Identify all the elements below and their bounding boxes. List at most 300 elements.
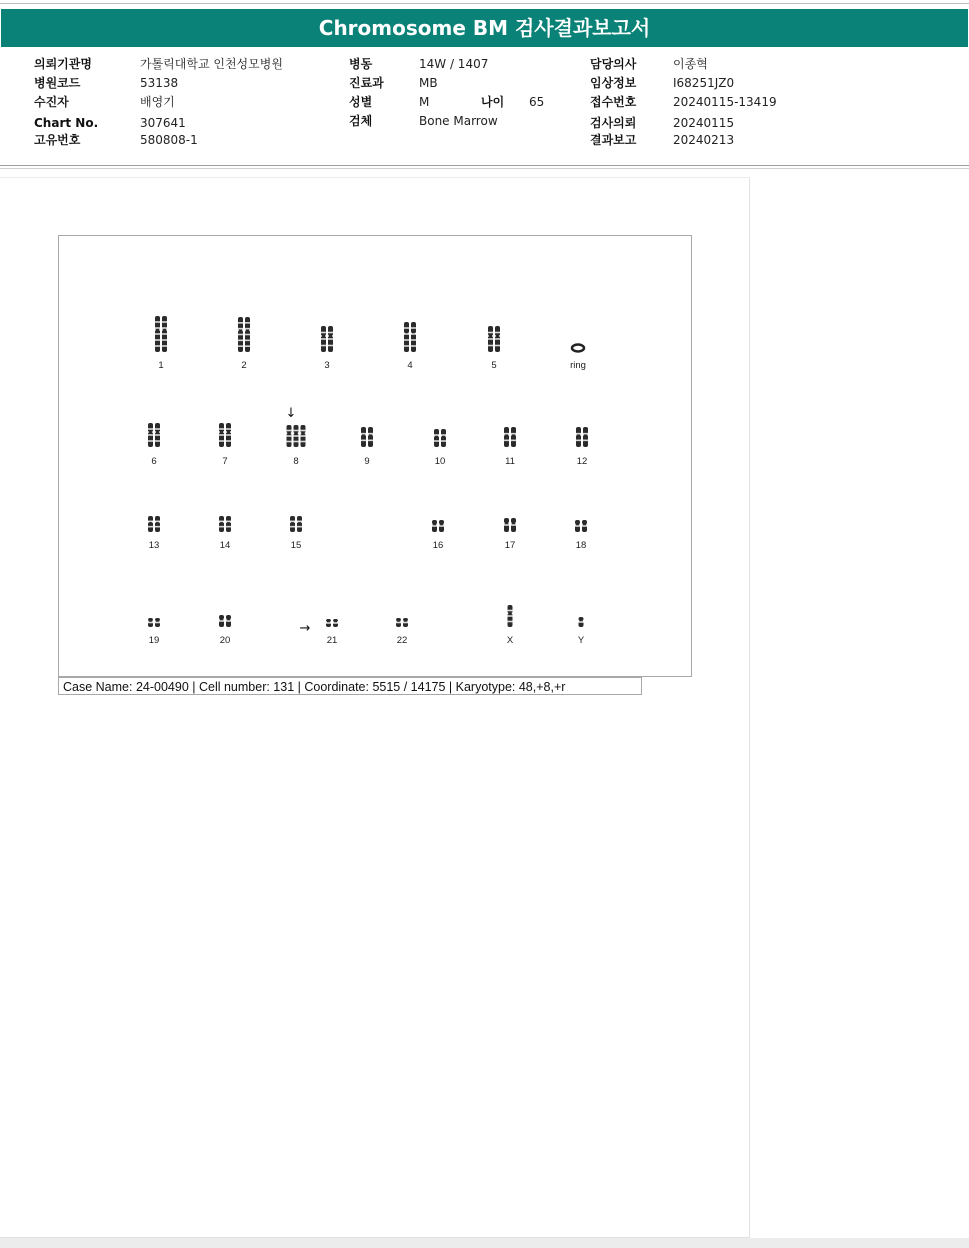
centromere xyxy=(230,431,231,433)
band xyxy=(432,525,437,527)
chromosome-label-1: 1 xyxy=(158,360,164,371)
centromere xyxy=(579,524,580,526)
chromosome-label-5: 5 xyxy=(491,360,497,371)
band xyxy=(504,433,509,435)
chromatid-4 xyxy=(411,322,416,352)
band xyxy=(219,620,224,622)
chromatid-13 xyxy=(155,516,160,532)
chromatid-10 xyxy=(441,429,446,447)
chromosome-22 xyxy=(396,618,409,627)
chromosome-20 xyxy=(219,615,232,627)
band xyxy=(508,610,513,612)
chromosome-label-15: 15 xyxy=(290,540,302,551)
centromere xyxy=(223,521,224,523)
chart-no-label: Chart No. xyxy=(34,116,99,130)
chromosome-18 xyxy=(575,520,588,532)
centromere xyxy=(325,335,326,337)
centromere xyxy=(152,521,153,523)
chromatid-12 xyxy=(576,427,581,447)
band xyxy=(488,332,493,334)
karyogram-image xyxy=(59,236,691,676)
centromere xyxy=(226,619,227,621)
band xyxy=(245,322,250,324)
chromosome-label-4: 4 xyxy=(407,360,413,371)
centromere xyxy=(515,522,516,524)
chromosome-label-2: 2 xyxy=(241,360,247,371)
centromere xyxy=(166,329,167,331)
band xyxy=(162,333,167,335)
band xyxy=(238,340,243,342)
band xyxy=(508,621,513,623)
chromosome-6 xyxy=(148,423,161,447)
centromere xyxy=(245,329,246,331)
centromere xyxy=(294,521,295,523)
bottom-scroll-strip xyxy=(0,1238,969,1248)
chromatid-14 xyxy=(226,516,231,532)
chromosome-14 xyxy=(219,516,232,532)
centromere xyxy=(159,431,160,433)
chart-no-value: 307641 xyxy=(140,116,186,130)
header-divider-secondary xyxy=(0,168,969,169)
report-title: Chromosome BM 검사결과보고서 xyxy=(318,16,651,40)
centromere xyxy=(504,434,505,436)
centromere xyxy=(511,434,512,436)
centromere xyxy=(332,335,333,337)
band xyxy=(575,525,580,527)
centromere xyxy=(411,332,412,334)
chromosome-X xyxy=(507,605,513,627)
institution-label: 의뢰기관명 xyxy=(34,57,92,71)
centromere xyxy=(403,620,404,622)
chromosome-2 xyxy=(238,317,251,352)
band xyxy=(238,345,243,347)
centromere xyxy=(578,620,579,622)
chromosome-label-14: 14 xyxy=(219,540,231,551)
band xyxy=(328,338,333,340)
band xyxy=(148,622,153,624)
chromosome-label-9: 9 xyxy=(364,456,370,467)
band xyxy=(404,327,409,329)
chromosome-9 xyxy=(361,427,374,447)
chromatid-15 xyxy=(290,516,295,532)
band xyxy=(328,332,333,334)
doctor-label: 담당의사 xyxy=(590,57,637,71)
hospital-code-value: 53138 xyxy=(140,76,179,90)
centromere xyxy=(408,332,409,334)
centromere xyxy=(504,522,505,524)
chromosome-3 xyxy=(321,326,334,352)
band xyxy=(301,435,306,437)
chromosome-17 xyxy=(504,518,517,532)
centromere xyxy=(223,619,224,621)
chromatid-9 xyxy=(368,427,373,447)
institution-value: 가톨릭대학교 인천성모병원 xyxy=(140,57,283,71)
chromatid-11 xyxy=(511,427,516,447)
band xyxy=(411,333,416,335)
centromere xyxy=(361,434,362,436)
band xyxy=(290,526,295,528)
accession-label: 접수번호 xyxy=(590,95,637,109)
centromere xyxy=(159,521,160,523)
chromatid-4 xyxy=(404,322,409,352)
arrow-chromosome-8: ↓ xyxy=(285,406,297,421)
band xyxy=(287,441,292,443)
chromatid-11 xyxy=(504,427,509,447)
band xyxy=(404,333,409,335)
chromosome-label-11: 11 xyxy=(505,456,515,467)
centromere xyxy=(219,521,220,523)
band xyxy=(155,622,160,624)
centromere xyxy=(333,621,334,623)
centromere xyxy=(443,524,444,526)
unique-id-value: 580808-1 xyxy=(140,133,198,147)
chromosome-8 xyxy=(286,425,306,447)
accession-value: 20240115-13419 xyxy=(673,95,777,109)
band xyxy=(219,521,224,523)
band xyxy=(148,521,153,523)
band xyxy=(290,521,295,523)
centromere xyxy=(436,524,437,526)
chromosome-label-6: 6 xyxy=(151,456,157,467)
band xyxy=(495,338,500,340)
band xyxy=(294,430,299,432)
karyogram-caption xyxy=(58,677,642,695)
band xyxy=(361,440,366,442)
hospital-code-label: 병원코드 xyxy=(34,76,81,90)
band xyxy=(301,430,306,432)
band xyxy=(576,433,581,435)
band xyxy=(245,340,250,342)
band xyxy=(287,430,292,432)
band xyxy=(297,526,302,528)
chromosome-label-17: 17 xyxy=(504,540,516,551)
karyogram-image-frame xyxy=(58,235,692,677)
centromere xyxy=(159,620,160,622)
centromere xyxy=(492,335,493,337)
centromere xyxy=(511,522,512,524)
chromosome-Y xyxy=(578,617,584,627)
band xyxy=(219,440,224,442)
band xyxy=(155,440,160,442)
centromere xyxy=(582,524,583,526)
patient-name-value: 배영기 xyxy=(140,95,175,109)
centromere xyxy=(301,521,302,523)
band xyxy=(495,345,500,347)
centromere xyxy=(300,432,301,434)
request-date-value: 20240115 xyxy=(673,116,735,130)
band xyxy=(411,345,416,347)
chromatid-10 xyxy=(434,429,439,447)
band xyxy=(321,332,326,334)
band xyxy=(511,433,516,435)
band xyxy=(439,525,444,527)
ward-label: 병동 xyxy=(349,57,373,71)
centromere xyxy=(290,521,291,523)
chromosome-7 xyxy=(219,423,232,447)
band xyxy=(411,339,416,341)
patient-info-section xyxy=(0,47,969,165)
band xyxy=(226,440,231,442)
band xyxy=(226,434,231,436)
band xyxy=(579,621,584,623)
band xyxy=(226,620,231,622)
centromere xyxy=(219,619,220,621)
centromere xyxy=(337,621,338,623)
band xyxy=(245,334,250,336)
band xyxy=(148,526,153,528)
band xyxy=(238,322,243,324)
chromosome-label-10: 10 xyxy=(434,456,446,467)
centromere xyxy=(499,335,500,337)
department-label: 진료과 xyxy=(349,76,384,90)
centromere xyxy=(162,329,163,331)
sex-value: M xyxy=(419,95,430,109)
band xyxy=(511,440,516,442)
band xyxy=(396,622,401,624)
centromere xyxy=(400,620,401,622)
band xyxy=(441,434,446,436)
request-date-label: 검사의뢰 xyxy=(590,116,637,130)
centromere xyxy=(508,522,509,524)
sex-label: 성별 xyxy=(349,95,373,109)
centromere xyxy=(583,434,584,436)
chromosome-label-19: 19 xyxy=(148,635,160,646)
band xyxy=(504,440,509,442)
band xyxy=(155,321,160,323)
band xyxy=(162,321,167,323)
doctor-value: 이종혁 xyxy=(673,57,708,71)
band xyxy=(155,521,160,523)
centromere xyxy=(407,620,408,622)
band xyxy=(219,428,224,430)
band xyxy=(294,435,299,437)
band xyxy=(582,525,587,527)
centromere xyxy=(434,435,435,437)
centromere xyxy=(152,431,153,433)
patient-name-label: 수진자 xyxy=(34,95,69,109)
top-border xyxy=(0,3,969,4)
band xyxy=(238,334,243,336)
ward-value: 14W / 1407 xyxy=(419,57,489,71)
centromere xyxy=(580,434,581,436)
centromere xyxy=(297,521,298,523)
band xyxy=(155,434,160,436)
chromosome-16 xyxy=(432,520,445,532)
band xyxy=(287,435,292,437)
band xyxy=(583,433,588,435)
department-value: MB xyxy=(419,76,438,90)
band xyxy=(155,333,160,335)
band xyxy=(148,434,153,436)
band xyxy=(404,339,409,341)
band xyxy=(148,428,153,430)
band xyxy=(294,441,299,443)
chromosome-label-Y: Y xyxy=(577,635,585,646)
unique-id-label: 고유번호 xyxy=(34,133,81,147)
centromere xyxy=(439,524,440,526)
band xyxy=(155,327,160,329)
centromere xyxy=(575,524,576,526)
chromosome-label-18: 18 xyxy=(575,540,587,551)
band xyxy=(245,328,250,330)
chromosome-label-22: 22 xyxy=(396,635,408,646)
centromere xyxy=(586,524,587,526)
chromosome-21 xyxy=(326,619,339,627)
age-value: 65 xyxy=(529,95,545,109)
chromosome-12 xyxy=(576,427,589,447)
centromere xyxy=(148,521,149,523)
band xyxy=(321,345,326,347)
clinical-info-label: 임상정보 xyxy=(590,76,637,90)
band xyxy=(219,434,224,436)
chromosome-label-20: 20 xyxy=(219,635,231,646)
centromere xyxy=(396,620,397,622)
band xyxy=(495,332,500,334)
arrow-chromosome-21: → xyxy=(299,621,311,636)
band xyxy=(508,615,513,617)
caption-text: Case Name: 24-00490 | Cell number: 131 | Coordinate: 5515 / 14175 | Karyotype: 48,+8,+r xyxy=(63,680,566,694)
band xyxy=(155,345,160,347)
band xyxy=(411,327,416,329)
centromere xyxy=(230,521,231,523)
band xyxy=(333,622,338,624)
centromere xyxy=(512,612,513,614)
band xyxy=(583,440,588,442)
centromere xyxy=(226,431,227,433)
centromere xyxy=(404,332,405,334)
centromere xyxy=(305,432,306,434)
band xyxy=(441,440,446,442)
band xyxy=(511,524,516,526)
chromosome-19 xyxy=(148,618,161,627)
band xyxy=(328,345,333,347)
centromere xyxy=(587,434,588,436)
band xyxy=(326,622,331,624)
centromere xyxy=(330,621,331,623)
band xyxy=(238,328,243,330)
band xyxy=(404,345,409,347)
specimen-value: Bone Marrow xyxy=(419,114,498,128)
centromere xyxy=(159,329,160,331)
centromere xyxy=(372,434,373,436)
chromosome-label-12: 12 xyxy=(576,456,588,467)
chromatid-14 xyxy=(219,516,224,532)
centromere xyxy=(441,435,442,437)
centromere xyxy=(148,431,149,433)
band xyxy=(434,434,439,436)
band xyxy=(155,339,160,341)
centromere xyxy=(365,434,366,436)
band xyxy=(226,428,231,430)
chromosome-label-ring: ring xyxy=(570,360,586,371)
centromere xyxy=(576,434,577,436)
centromere xyxy=(230,619,231,621)
band xyxy=(361,433,366,435)
band xyxy=(226,526,231,528)
centromere xyxy=(321,335,322,337)
band xyxy=(301,441,306,443)
centromere xyxy=(226,521,227,523)
centromere xyxy=(155,329,156,331)
band xyxy=(245,345,250,347)
band xyxy=(488,345,493,347)
chromosome-ring xyxy=(572,345,584,352)
header-divider xyxy=(0,165,969,166)
centromere xyxy=(291,432,292,434)
centromere xyxy=(488,335,489,337)
band xyxy=(162,327,167,329)
band xyxy=(219,526,224,528)
band xyxy=(148,440,153,442)
band xyxy=(434,440,439,442)
chromosome-4 xyxy=(404,322,417,352)
band xyxy=(504,524,509,526)
centromere xyxy=(328,335,329,337)
centromere xyxy=(155,521,156,523)
chromatid-13 xyxy=(148,516,153,532)
centromere xyxy=(368,434,369,436)
band xyxy=(488,338,493,340)
centromere xyxy=(223,431,224,433)
report-date-value: 20240213 xyxy=(673,133,735,147)
chromosome-label-7: 7 xyxy=(222,456,228,467)
chromosome-label-3: 3 xyxy=(324,360,330,371)
chromosome-label-13: 13 xyxy=(148,540,160,551)
band xyxy=(162,345,167,347)
centromere xyxy=(219,431,220,433)
centromere xyxy=(508,434,509,436)
chromosome-label-X: X xyxy=(506,635,514,646)
band xyxy=(155,526,160,528)
centromere xyxy=(242,329,243,331)
band xyxy=(297,521,302,523)
centromere xyxy=(293,432,294,434)
band xyxy=(226,521,231,523)
chromosome-10 xyxy=(434,429,447,447)
chromosome-5 xyxy=(488,326,501,352)
band xyxy=(155,428,160,430)
chromosome-11 xyxy=(504,427,517,447)
centromere xyxy=(155,431,156,433)
centromere xyxy=(515,434,516,436)
centromere xyxy=(583,620,584,622)
band xyxy=(368,433,373,435)
centromere xyxy=(298,432,299,434)
chromosome-1 xyxy=(155,316,168,352)
chromatid-12 xyxy=(583,427,588,447)
centromere xyxy=(445,435,446,437)
centromere xyxy=(326,621,327,623)
band xyxy=(368,440,373,442)
chromatid-9 xyxy=(361,427,366,447)
centromere xyxy=(148,620,149,622)
centromere xyxy=(507,612,508,614)
chromosome-label-16: 16 xyxy=(432,540,444,551)
centromere xyxy=(249,329,250,331)
chromosome-label-8: 8 xyxy=(293,456,299,467)
report-title-bar xyxy=(1,9,968,47)
band xyxy=(576,440,581,442)
chromosome-13 xyxy=(148,516,161,532)
report-date-label: 결과보고 xyxy=(590,133,637,147)
band xyxy=(162,339,167,341)
centromere xyxy=(432,524,433,526)
specimen-label: 검체 xyxy=(349,114,373,128)
age-label: 나이 xyxy=(481,95,505,109)
chromosome-label-21: 21 xyxy=(326,635,338,646)
ring-chromosome xyxy=(572,345,584,352)
centromere xyxy=(152,620,153,622)
